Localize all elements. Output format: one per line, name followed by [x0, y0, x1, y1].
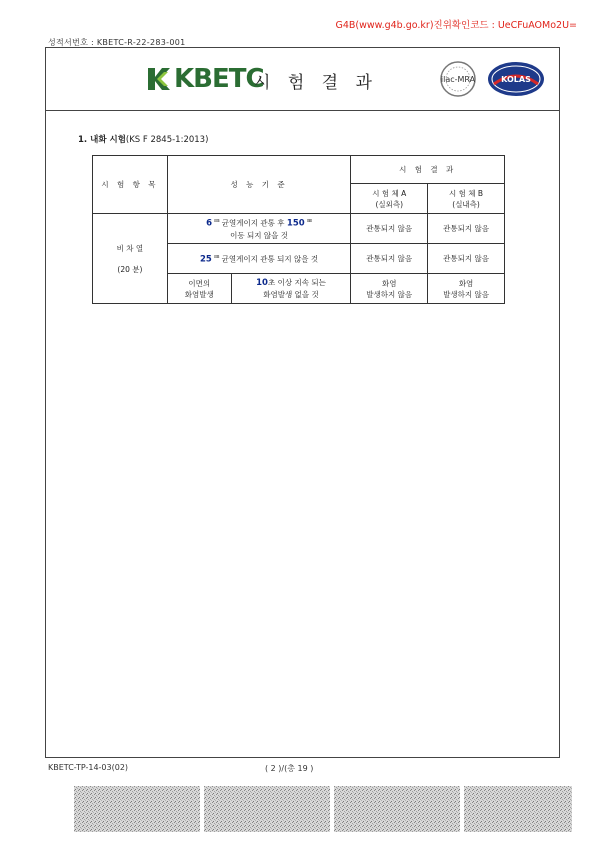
result-b-cell — [428, 274, 505, 304]
section-standard: (KS F 2845-1:2013) — [125, 135, 209, 145]
svg-text:ilac-MRA: ilac-MRA — [440, 75, 476, 84]
test-item-duration: (20 분) — [117, 264, 143, 274]
criteria-cell — [167, 244, 351, 274]
criteria-value: 10 — [256, 278, 268, 288]
kbetc-logo — [146, 64, 264, 94]
security-pattern — [334, 786, 460, 832]
test-item-name: 비 차 열 — [116, 243, 144, 253]
result-a-cell — [351, 274, 428, 304]
verification-code: G4B(www.g4b.go.kr)진위확인코드 : UeCFuAOMo2U= — [335, 20, 577, 31]
specimen-a-label: 시 험 체 A — [372, 188, 407, 198]
security-pattern — [464, 786, 572, 832]
test-item-cell — [93, 214, 168, 304]
criteria-text: 균열게이지 관통 되지 않을 것 — [221, 254, 319, 264]
sub-item-line1: 이면의 — [188, 278, 211, 288]
page-number: ( 2 )/(총 19 ) — [265, 764, 314, 773]
report-header — [46, 48, 559, 111]
result-b-cell: 관통되지 않음 — [428, 244, 505, 274]
section-title — [78, 133, 208, 145]
result-b-cell: 관통되지 않음 — [428, 214, 505, 244]
specimen-b-label: 시 험 체 B — [449, 188, 484, 198]
criteria-text: 이동 되지 않을 것 — [230, 230, 288, 240]
criteria-text: 균열게이지 관통 후 — [221, 218, 285, 228]
sub-item-line2: 화염발생 — [184, 289, 214, 299]
specimen-a-side: (실외측) — [375, 199, 404, 209]
result-a-cell: 관통되지 않음 — [351, 244, 428, 274]
svg-text:KOLAS: KOLAS — [501, 75, 531, 84]
col-header-item: 시 험 항 목 — [93, 156, 168, 214]
result-line1: 화염 — [381, 278, 397, 288]
form-number: KBETC-TP-14-03(02) — [48, 763, 129, 772]
ilac-mra-logo — [436, 60, 480, 98]
result-line2: 발생하지 않음 — [443, 289, 489, 299]
result-a-cell: 관통되지 않음 — [351, 214, 428, 244]
unit-label: ㎜ — [214, 218, 220, 225]
logo-text: KBETC — [174, 64, 264, 94]
unit-label: ㎜ — [214, 253, 220, 260]
doc-number: 성적서번호 : KBETC-R-22-283-001 — [48, 38, 186, 47]
security-pattern — [74, 786, 200, 832]
col-header-criteria: 성 능 기 준 — [167, 156, 351, 214]
criteria-text: 화염발생 없을 것 — [263, 290, 319, 299]
security-pattern — [204, 786, 330, 832]
criteria-cell — [167, 214, 351, 244]
criteria-cell — [231, 274, 351, 304]
kolas-logo — [486, 60, 546, 98]
col-header-result: 시 험 결 과 — [351, 156, 505, 184]
criteria-text: 초 이상 지속 되는 — [267, 278, 326, 287]
criteria-value: 25 — [200, 254, 212, 265]
specimen-b-side: (실내측) — [452, 199, 480, 209]
result-line2: 발생하지 않음 — [366, 289, 413, 299]
sub-item-cell — [167, 274, 231, 304]
kbetc-mark-icon — [146, 66, 172, 92]
table-row — [93, 214, 505, 244]
header-title: 시 험 결 과 — [254, 73, 378, 93]
result-line1: 화염 — [458, 278, 474, 288]
criteria-value: 150 — [286, 218, 305, 229]
unit-label: ㎜ — [307, 218, 313, 225]
document-frame — [45, 47, 560, 758]
col-header-specimen-b — [428, 184, 505, 214]
col-header-specimen-a — [351, 184, 428, 214]
section-heading: 1. 내화 시험 — [78, 135, 126, 145]
results-table — [92, 155, 505, 304]
criteria-value: 6 — [206, 218, 212, 229]
